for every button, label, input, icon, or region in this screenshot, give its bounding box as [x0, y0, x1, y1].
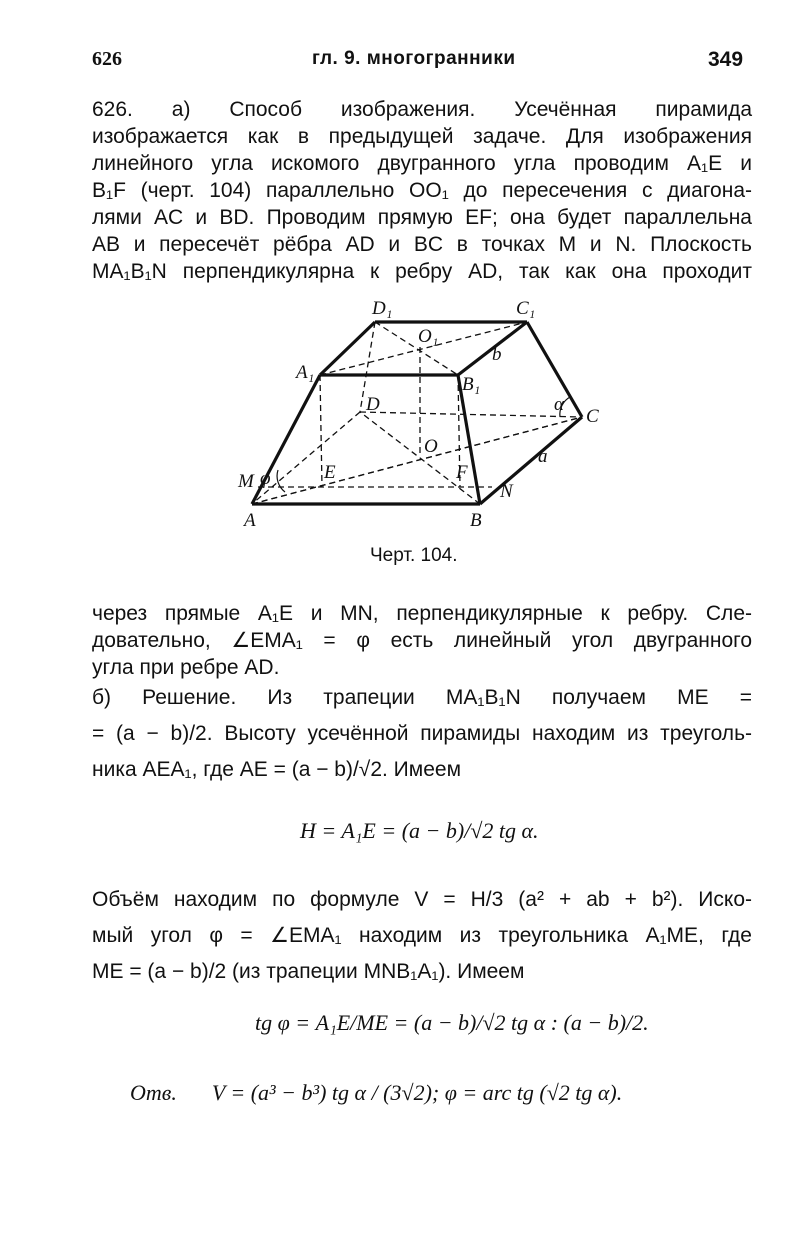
text-line: лями AC и BD. Проводим прямую EF; она будет параллельна [92, 206, 752, 229]
label-M: M [238, 471, 254, 492]
figure-caption: Черт. 104. [370, 545, 458, 566]
answer-block [130, 1080, 622, 1106]
text-line: линейного угла искомого двугранного угла проводим A₁E и [92, 152, 752, 175]
label-D: D [366, 394, 380, 415]
label-alpha: α [554, 394, 564, 415]
label-O: O [424, 436, 438, 457]
text-line: мый угол φ = ∠EMA₁ находим из треугольника A₁ME, где [92, 924, 752, 947]
label-D1: D₁ [372, 298, 393, 319]
answer-label: Отв. [130, 1080, 177, 1105]
equation-tg-phi: tg φ = A₁E/ME = (a − b)/√2 tg α : (a − b)/2. [255, 1010, 649, 1035]
page-number-right: 349 [708, 48, 744, 71]
text-line: угла при ребре AD. [92, 656, 280, 679]
page-number-left: 626 [92, 48, 122, 70]
label-B1: B₁ [462, 374, 481, 395]
text-line: б) Решение. Из трапеции MA₁B₁N получаем ME = [92, 686, 752, 709]
paragraph-3 [92, 680, 752, 788]
label-E: E [324, 462, 336, 483]
text-line: через прямые A₁E и MN, перпендикулярные к ребру. Сле- [92, 602, 752, 625]
text-line: B₁F (черт. 104) параллельно OO₁ до пересечения с диагона- [92, 179, 752, 202]
answer-text: V = (a³ − b³) tg α / (3√2); φ = arc tg (√2 tg α). [211, 1080, 623, 1105]
label-C1: C₁ [516, 298, 536, 319]
truncated-pyramid-figure [230, 292, 610, 542]
text-line: довательно, ∠EMA₁ = φ есть линейный угол двугранного [92, 629, 752, 652]
text-line: = (a − b)/2. Высоту усечённой пирамиды находим из треуголь- [92, 722, 752, 745]
paragraph-1 [92, 96, 752, 285]
text-line: Объём находим по формуле V = H/3 (a² + ab + b²). Иско- [92, 888, 752, 911]
label-A1: A₁ [296, 362, 315, 383]
label-C: C [586, 406, 599, 427]
text-line: AB и пересечёт рёбра AD и BC в точках M и N. Плоскость [92, 233, 752, 256]
text-line: ME = (a − b)/2 (из трапеции MNB₁A₁). Имеем [92, 960, 525, 983]
text-line: ника AEA₁, где AE = (a − b)/√2. Имеем [92, 758, 462, 781]
paragraph-2 [92, 600, 752, 681]
label-B: B [470, 510, 482, 531]
label-b: b [492, 344, 502, 365]
label-A: A [244, 510, 256, 531]
text-line: 626. а) Способ изображения. Усечённая пирамида [92, 98, 752, 121]
paragraph-4 [92, 882, 752, 990]
label-phi: φ [260, 468, 271, 489]
running-head: гл. 9. многогранники [312, 48, 516, 69]
equation-height: H = A₁E = (a − b)/√2 tg α. [300, 818, 539, 843]
label-F: F [456, 462, 468, 483]
text-line: изображается как в предыдущей задаче. Для изображения [92, 125, 752, 148]
label-O1: O₁ [418, 326, 439, 347]
text-line: MA₁B₁N перпендикулярна к ребру AD, так как она проходит [92, 260, 752, 283]
label-a: a [538, 446, 548, 467]
label-N: N [500, 481, 513, 502]
